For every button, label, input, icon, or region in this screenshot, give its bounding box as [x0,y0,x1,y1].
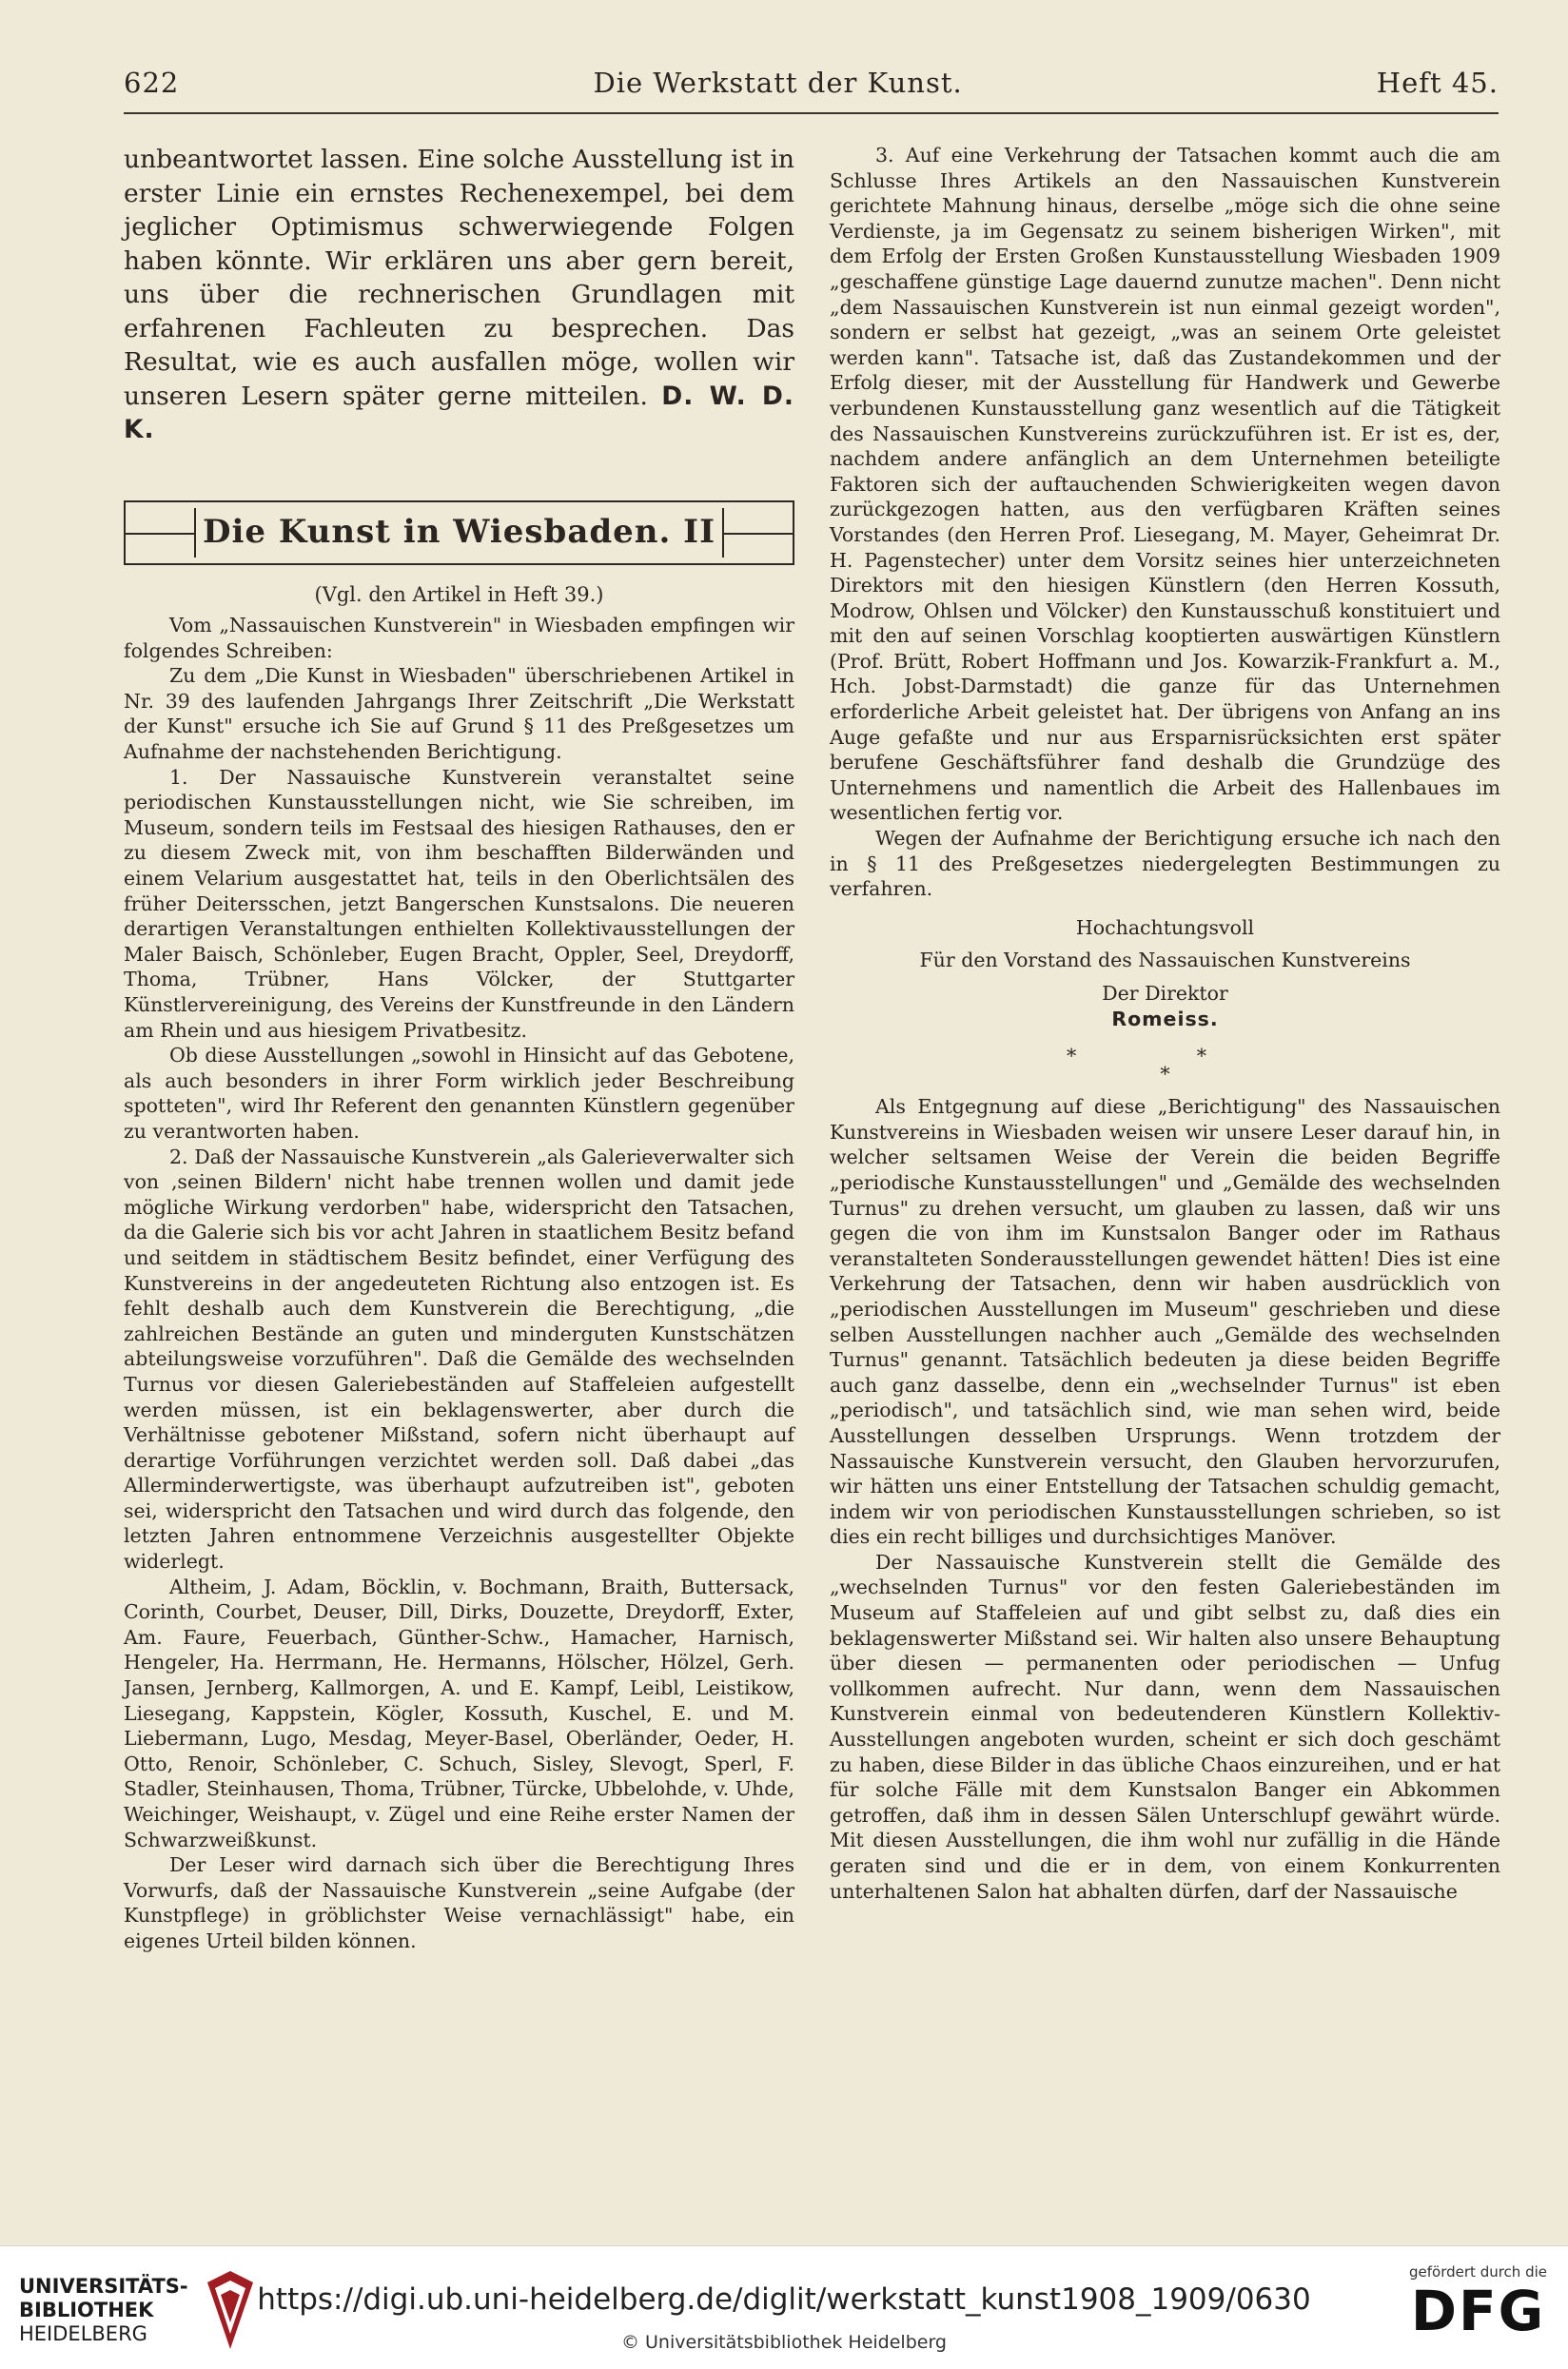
paragraph: Zu dem „Die Kunst in Wiesbaden" überschriebenen Artikel in Nr. 39 des laufenden Jahrgangs Ihrer Zeitschrift „Die Werkstatt der Kunst" ersuche ich Sie auf Grund § 11 des Preßgesetzes um Aufnahme der nachstehenden Berichtigung. [124,664,794,764]
intro-text: unbeantwortet lassen. Eine solche Ausstellung ist in erster Linie ein ernstes Rechenexempel, bei dem jeglicher Optimismus schwerwiegende Folgen haben könnte. Wir erklären uns aber gern bereit, uns über die rechnerischen Grundlagen mit erfahrenen Fachleuten zu besprechen. Das Resultat, wie es auch ausfallen möge, wollen wir unseren Lesern später gerne mitteilen. [124,145,794,411]
copyright-notice: © Universitätsbibliothek Heidelberg [620,2332,947,2353]
dfg-logo: DFG [1410,2279,1546,2343]
closing-organization: Für den Vorstand des Nassauischen Kunstvereins [919,949,1411,972]
intro-signature: D. W. D. K. [124,381,794,444]
paragraph: Altheim, J. Adam, Böcklin, v. Bochmann, Braith, Buttersack, Corinth, Courbet, Deuser, Dill, Dirks, Douzette, Dreydorff, Exter, Am. Faure, Feuerbach, Günther-Schw., Hamacher, Harnisch, Hengeler, Ha. Herrmann, He. Hermanns, Hölscher, Hölzel, Gerh. Jansen, Jernberg, Kallmorgen, A. und E. Kampf, Leibl, Leistikow, Liesegang, Kappstein, Kögler, Kossuth, Kuschel, E. und M. Liebermann, Lugo, Mesdag, Meyer-Basel, Oberländer, Oeder, H. Otto, Renoir, Schönleber, C. Schuch, Sisley, Slevogt, Sperl, F. Stadler, Steinhausen, Thoma, Trübner, Türcke, Ubbelohde, v. Uhde, Weichinger, Weishaupt, v. Zügel und eine Reihe erster Namen der Schwarzweißkunst. [124,1575,794,1851]
section-title: Die Kunst in Wiesbaden. II [203,513,715,552]
paragraph: Als Entgegnung auf diese „Berichtigung" des Nassauischen Kunstvereins in Wiesbaden weisen wir unsere Leser darauf hin, in welcher seltsamen Weise der Verein die beiden Begriffe „periodische Kunstausstellungen" und „Gemälde des wechselnden Turnus" zu drehen versucht, um glauben zu lassen, daß wir uns gegen die von ihm im Kunstsalon Banger oder im Rathaus veranstalteten Sonderausstellungen gewendet hätten! Dies ist eine Verkehrung der Tatsachen, denn wir haben ausdrücklich von „periodischen Ausstellungen im Museum" geschrieben und diese selben Ausstellungen nachher auch „Gemälde des wechselnden Turnus" genannt. Tatsächlich bedeuten ja diese beiden Begriffe auch ganz dasselbe, denn ein „wechselnder Turnus" ist eben „periodisch", und tatsächlich sind, wie man sehen wird, beide Ausstellungen desselben Ursprungs. Wenn trotzdem der Nassauische Kunstverein versucht, den Glauben hervorzurufen, wir hätten uns einer Entstellung der Tatsachen schuldig gemacht, indem wir von periodischen Kunstausstellungen schrieben, so ist dies ein recht billiges und durchsichtiges Manöver. [830,1095,1500,1549]
paragraph: 1. Der Nassauische Kunstverein veranstaltet seine periodischen Kunstausstellungen nicht, wie Sie schreiben, im Museum, sondern teils im Festsaal des hiesigen Rathauses, den er zu diesem Zweck mit, von ihm beschafften Bilderwänden und einem Velarium ausgestattet hat, teils in den Oberlichtsälen des früher Deitersschen, jetzt Bangerschen Kunstsalons. Die neueren derartigen Veranstaltungen enthielten Kollektivausstellungen der Maler Baisch, Schönleber, Eugen Bracht, Oppler, Seel, Dreydorff, Thoma, Trübner, Hans Völcker, der Stuttgarter Künstlervereinigung, des Vereins der Kunstfreunde in den Ländern am Rhein und aus hiesigem Privatbesitz. [124,765,794,1042]
separator-star: * [1160,1063,1170,1087]
section-title-box [124,500,794,565]
header-rule [124,112,1499,114]
paragraph: Vom „Nassauischen Kunstverein" in Wiesbaden empfingen wir folgendes Schreiben: [124,614,794,662]
funded-by-label: gefördert durch die [1409,2263,1547,2281]
library-name-line: UNIVERSITÄTS- [19,2274,188,2298]
right-column [830,143,1500,1904]
paragraph: 2. Daß der Nassauische Kunstverein „als Galerieverwalter sich von ‚seinen Bildern' nicht habe trennen wollen und damit jede mögliche Wirkung verdorben" habe, widerspricht den Tatsachen, da die Galerie sich bis vor acht Jahren in staatlichem Besitz befand und seitdem in städtischem Besitz befindet, einer Verfügung des Kunstvereins in der angedeuteten Richtung also entzogen ist. Es fehlt deshalb auch dem Kunstverein die Berechtigung, „die zahlreichen Bestände an guten und minderguten Kunstschätzen abteilungsweise vorzuführen". Daß die Gemälde des wechselnden Turnus vor diesen Galeriebeständen auf Staffeleien aufgestellt werden müssen, ist ein beklagenswerter, aber durch die Verhältnisse gebotener Mißstand, sofern nicht überhaupt auf derartige Vorführungen verzichtet werden soll. Daß dabei „das Allerminderwertigste, was überhaupt aufzutreiben ist", geboten sei, widerspricht den Tatsachen und wird durch das folgende, den letzten Jahren entnommene Verzeichnis ausgestellter Objekte widerlegt. [124,1145,794,1574]
library-city: HEIDELBERG [19,2321,147,2345]
library-name-line: BIBLIOTHEK [19,2298,154,2321]
funder-logo[interactable] [1409,2263,1547,2341]
intro-paragraph [124,143,794,447]
box-rule-right [724,533,793,535]
left-column [124,143,794,1954]
paragraph: Der Leser wird darnach sich über die Berechtigung Ihres Vorwurfs, daß der Nassauische Kunstverein „seine Aufgabe (der Kunstpflege) in gröblichster Weise vernachlässigt" habe, ein eigenes Urteil bilden können. [124,1853,794,1952]
section-note: (Vgl. den Artikel in Heft 39.) [314,582,604,606]
closing-role: Der Direktor [1102,982,1228,1005]
paragraph: 3. Auf eine Verkehrung der Tatsachen kommt auch die am Schlusse Ihres Artikels an den Nassauischen Kunstverein gerichtete Mahnung hinaus, derselbe „möge sich die ohne seine Verdienste, ja im Gegensatz zu seinem bisherigen Wirken", mit dem Erfolg der Ersten Großen Kunstausstellung Wiesbaden 1909 „geschaffene günstige Lage dauernd zunutze machen". Denn nicht „dem Nassauischen Kunstverein ist nun einmal gezeigt worden", sondern er selbst hat gezeigt, „was an seinem Orte geleistet werden kann". Tatsache ist, daß das Zustandekommen und der Erfolg dieser, mit der Ausstellung für Handwerk und Gewerbe verbundenen Kunstausstellung ganz wesentlich auf die Tätigkeit des Nassauischen Kunstvereins zurückzuführen ist. Er ist es, der, nachdem andere anfänglich an dem Unternehmen beteiligte Faktoren sich der auftauchenden Schwierigkeiten wegen davon zurückgezogen hatten, aus den verfügbaren Kräften seines Vorstandes (den Herren Prof. Liesegang, M. Mayer, Geheimrat Dr. H. Pagenstecher) unter dem Vorsitz seines hier unterzeichneten Direktors mit den hiesigen Künstlern (den Herren Kossuth, Modrow, Ohlsen und Völcker) den Kunstausschuß konstituiert und mit den auf seinen Vorschlag kooptierten auswärtigen Künstlern (Prof. Brütt, Robert Hoffmann und Jos. Kowarzik-Frankfurt a. M., Hch. Jobst-Darmstadt) die ganze für das Unternehmen erforderliche Arbeit geleistet hat. Der übrigens von Anfang an ins Auge gefaßte und nur aus Ersparnisrücksichten erst später berufene Geschäftsführer fand deshalb die Grundzüge des Unternehmens und namentlich die Arbeit des Hallenbaues im wesentlichen fertig vor. [830,144,1500,825]
page-number: 622 [124,67,180,99]
viewer-footer [0,2245,1568,2369]
issue-number: Heft 45. [1376,67,1499,99]
permalink-url[interactable]: https://digi.ub.uni-heidelberg.de/diglit/werkstatt_kunst1908_1909/0630 [257,2282,1311,2317]
separator-stars: * * [1066,1045,1264,1068]
journal-title: Die Werkstatt der Kunst. [593,67,963,99]
paragraph: Der Nassauische Kunstverein stellt die Gemälde des „wechselnden Turnus" vor den festen Galeriebeständen im Museum auf Staffeleien auf und gibt selbst zu, daß dies ein beklagenswerter Mißstand sei. Wir halten also unsere Behauptung über diesen — permanenten oder periodischen — Unfug vollkommen aufrecht. Nur dann, wenn dem Nassauischen Kunstverein einmal von bedeutenderen Künstlern Kollektiv-Ausstellungen angeboten wurden, scheint er sich doch geschämt zu haben, diese Bilder in das übliche Chaos einzureihen, und er hat für solche Fälle mit dem Kunstsalon Banger ein Abkommen getroffen, daß ihm in dessen Sälen Unterschlupf gewährt würde. Mit diesen Ausstellungen, die ihm wohl nur zufällig in die Hände geraten sind und die er in dem, von einem Konkurrenten unterhaltenen Salon hat abhalten dürfen, darf der Nassauische [830,1550,1500,1903]
paragraph: Ob diese Ausstellungen „sowohl in Hinsicht auf das Gebotene, als auch besonders in ihrer Form wirklich jeder Beschreibung spotteten", wird Ihr Referent den genannten Künstlern gegenüber zu verantworten haben. [124,1044,794,1143]
closing-name: Romeiss. [1111,1007,1219,1030]
closing-greeting: Hochachtungsvoll [1075,915,1255,939]
box-rule-left [126,533,194,535]
paragraph: Wegen der Aufnahme der Berichtigung ersuche ich nach den in § 11 des Preßgesetzes niedergelegten Bestimmungen zu verfahren. [830,827,1500,901]
page-header [124,67,1499,108]
